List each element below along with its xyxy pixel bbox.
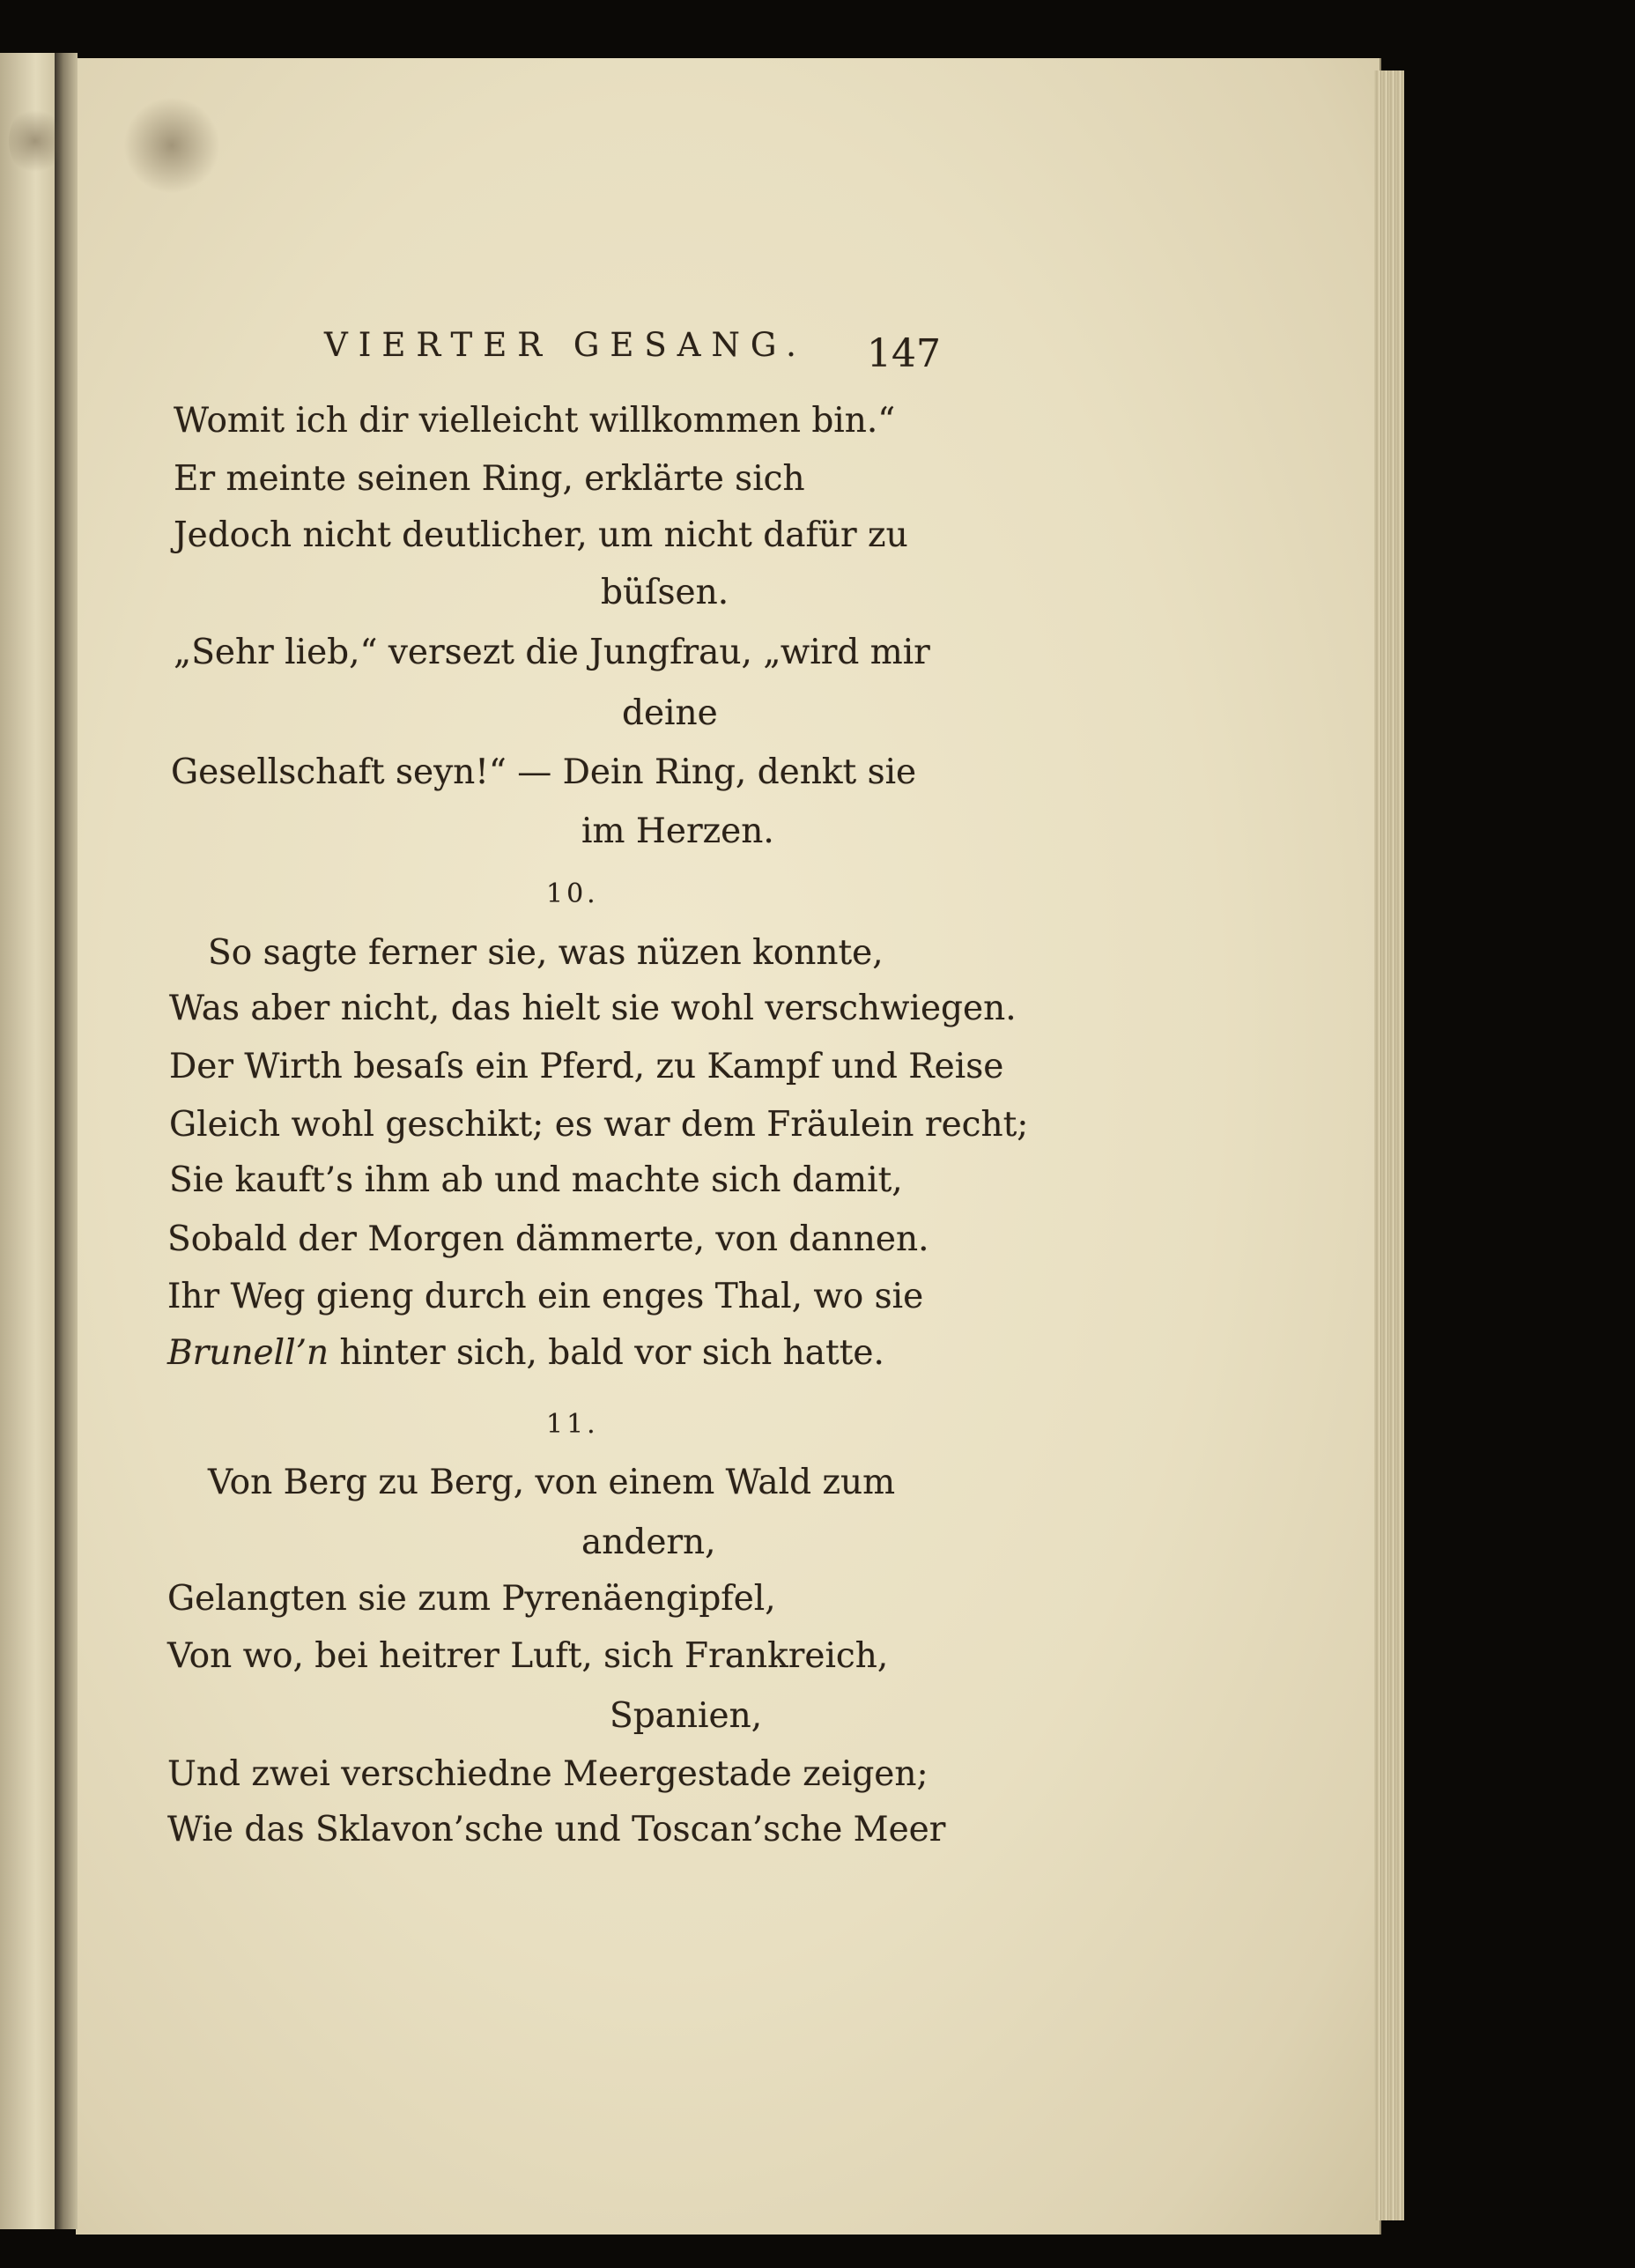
- text-line: Jedoch nicht deutlicher, um nicht dafür zu: [174, 515, 908, 555]
- stanza-number: 10.: [546, 878, 599, 909]
- text-line: andern,: [581, 1523, 716, 1562]
- text-line: Gesellschaft seyn!“ — Dein Ring, denkt sie: [171, 752, 917, 792]
- italic-name: Brunell’n: [167, 1333, 329, 1373]
- text-line-rest: hinter sich, bald vor sich hatte.: [329, 1333, 884, 1373]
- text-line: Er meinte seinen Ring, erklärte sich: [174, 459, 805, 499]
- text-line: Von wo, bei heitrer Luft, sich Frankreich,: [167, 1636, 889, 1676]
- text-line: [167, 1333, 884, 1373]
- text-line: So sagte ferner sie, was nüzen konnte,: [208, 933, 884, 973]
- text-line: büſsen.: [601, 573, 729, 612]
- text-line: Was aber nicht, das hielt sie wohl verschwiegen.: [169, 989, 1017, 1028]
- text-line: deine: [622, 693, 718, 733]
- text-line: Sobald der Morgen dämmerte, von dannen.: [167, 1219, 929, 1259]
- text-line: Und zwei verschiedne Meergestade zeigen;: [167, 1754, 928, 1794]
- text-line: Sie kauft’s ihm ab und machte sich damit,: [169, 1160, 903, 1200]
- page-number: 147: [867, 331, 941, 376]
- text-line: Ihr Weg gieng durch ein enges Thal, wo sie: [167, 1277, 924, 1316]
- stanza-number: 11.: [546, 1409, 599, 1440]
- text-line: im Herzen.: [581, 812, 774, 851]
- text-line: Gelangten sie zum Pyrenäengipfel,: [167, 1579, 776, 1619]
- text-line: „Sehr lieb,“ versezt die Jungfrau, „wird mir: [174, 633, 930, 672]
- text-line: Spanien,: [610, 1696, 763, 1736]
- text-line: Von Berg zu Berg, von einem Wald zum: [208, 1463, 896, 1502]
- text-line: Der Wirth besaſs ein Pferd, zu Kampf und Reise: [169, 1047, 1004, 1086]
- text-line: Wie das Sklavon’sche und Toscan’sche Meer: [167, 1810, 946, 1849]
- text-line: Womit ich dir vielleicht willkommen bin.“: [174, 401, 896, 441]
- running-header: VIERTER GESANG.: [324, 326, 807, 364]
- text-line: Gleich wohl geschikt; es war dem Fräulein recht;: [169, 1105, 1029, 1145]
